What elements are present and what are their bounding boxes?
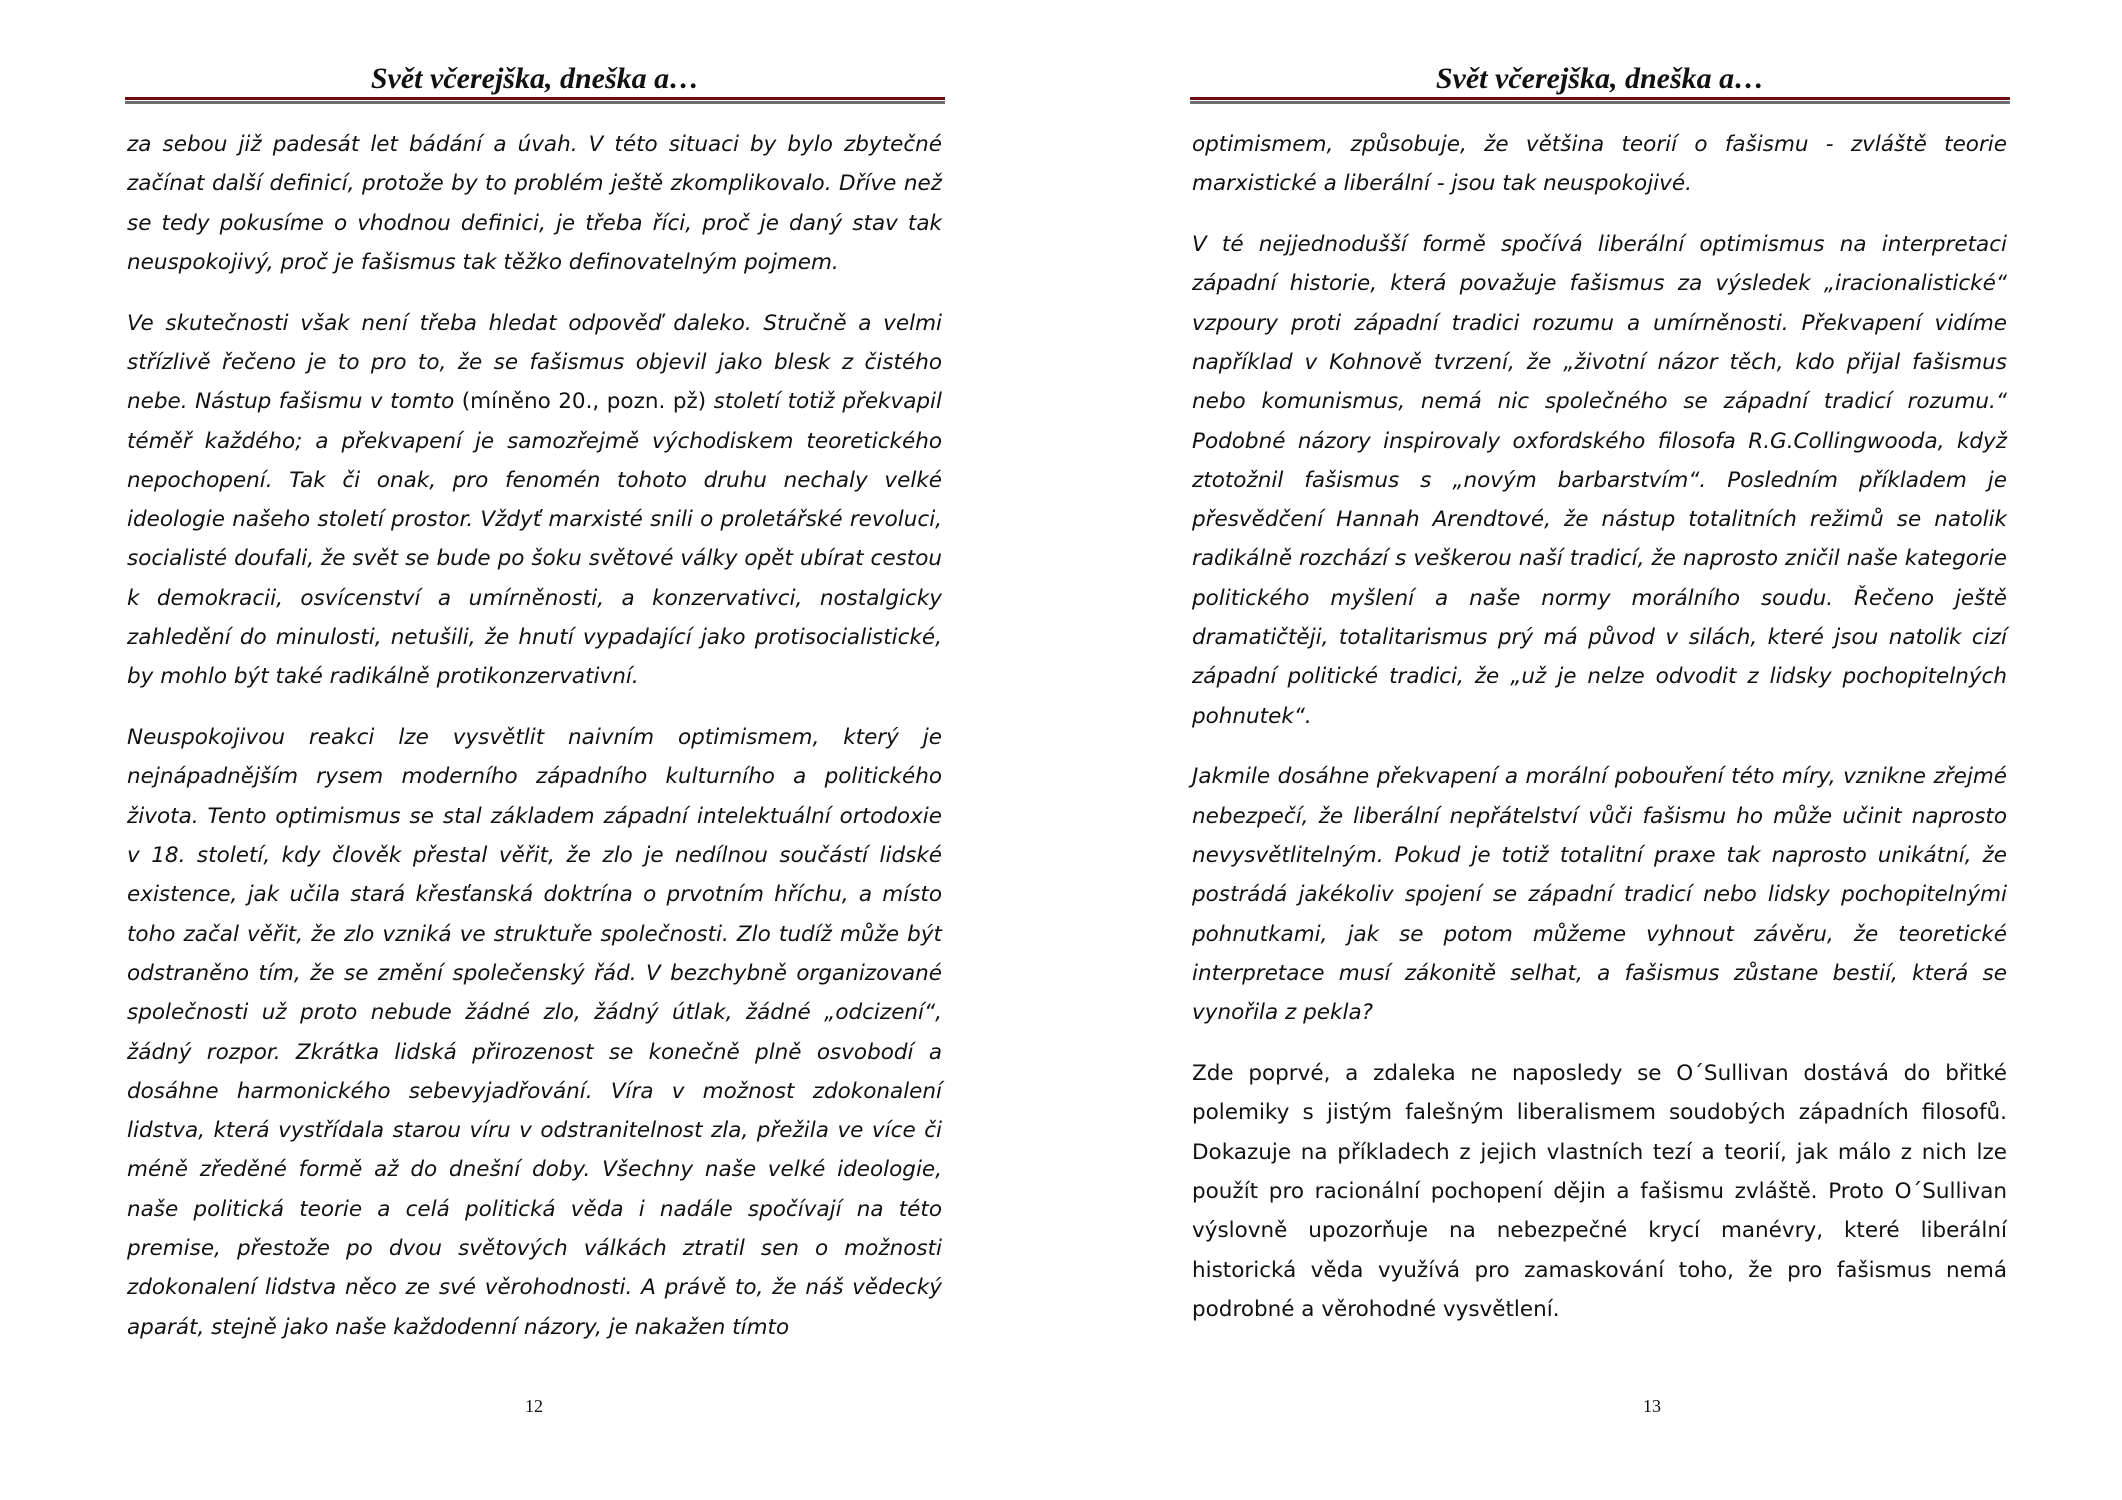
page-body (1192, 125, 2007, 1351)
paragraph: V té nejjednodušší formě spočívá liberální optimismus na interpretaci západní historie, která považuje fašismus za výsledek „iracionalistické“ vzpoury proti západní tradici rozumu a umírněnosti. Překvapení vidíme například v Kohnově tvrzení, že „životní názor těch, kdo přijal fašismus nebo komunismus, nemá nic společného se západní tradicí rozumu.“ Podobné názory inspirovaly oxfordského filosofa R.G.Collingwooda, když ztotožnil fašismus s „novým barbarstvím“. Posledním příkladem je přesvědčení Hannah Arendtové, že nástup totalitních režimů se natolik radikálně rozchází s veškerou naší tradicí, že naprosto zničil naše kategorie politického myšlení a naše normy morálního soudu. Řečeno ještě dramatičtěji, totalitarismus prý má původ v silách, které jsou natolik cizí západní politické tradici, že „už je nelze odvodit z lidsky pochopitelných pohnutek“. (1192, 232, 2007, 729)
text-span: Ve skutečnosti však není třeba hledat odpověď daleko. Stručně a velmi střízlivě řečeno je to pro to, že se fašismus objevil jako blesk z čistého nebe. Nástup fašismu v tomto (127, 310, 942, 415)
page-number: 12 (525, 1396, 543, 1416)
running-header: Svět včerejška, dneška a… (370, 62, 700, 95)
running-header: Svět včerejška, dneška a… (1435, 62, 1765, 95)
text-span: století totiž překvapil téměř každého; a překvapení je samozřejmě východiskem teoretického nepochopení. Tak či onak, pro fenomén tohoto druhu nechaly velké ideologie našeho století prostor. Vždyť marxisté snili o proletářské revoluci, socialisté doufali, že svět se bude po šoku světové války opět ubírat cestou k demokracii, osvícenství a umírněnosti, a konzervativci, nostalgicky zahledění do minulosti, netušili, že hnutí vypadající jako protisocialistické, by mohlo být také radikálně protikonzervativní. (127, 389, 943, 690)
paragraph: optimismem, způsobuje, že většina teorií o fašismu - zvláště teorie marxistické a liberální - jsou tak neuspokojivé. (1192, 132, 2007, 197)
page-number: 13 (1643, 1396, 1661, 1416)
right-page (1061, 0, 2122, 1500)
paragraph (127, 304, 942, 697)
header-rule (125, 97, 945, 104)
paragraph: za sebou již padesát let bádání a úvah. V této situaci by bylo zbytečné začínat další definicí, protože by to problém ještě zkomplikovalo. Dříve než se tedy pokusíme o vhodnou definici, je třeba říci, proč je daný stav tak neuspokojivý, proč je fašismus tak těžko definovatelným pojmem. (127, 132, 942, 275)
page-body (127, 125, 942, 1368)
paragraph: Neuspokojivou reakci lze vysvětlit naivním optimismem, který je nejnápadnějším rysem moderního západního kulturního a politického života. Tento optimismus se stal základem západní intelektuální ortodoxie v 18. století, kdy člověk přestal věřit, že zlo je nedílnou součástí lidské existence, jak učila stará křesťanská doktrína o prvotním hříchu, a místo toho začal věřit, že zlo vzniká ve struktuře společnosti. Zlo tudíž může být odstraněno tím, že se změní společenský řád. V bezchybně organizované společnosti už proto nebude žádné zlo, žádný útlak, žádné „odcizení“, žádný rozpor. Zkrátka lidská přirozenost se konečně plně osvobodí a dosáhne harmonického sebevyjadřování. Víra v možnost zdokonalení lidstva, která vystřídala starou víru v odstranitelnost zla, přežila ve více či méně zředěné formě až do dnešní doby. Všechny naše velké ideologie, naše politická teorie a celá politická věda i nadále spočívají na této premise, přestože po dvou světových válkách ztratil sen o možnosti zdokonalení lidstva něco ze své věrohodnosti. A právě to, že náš vědecký aparát, stejně jako naše každodenní názory, je nakažen tímto (127, 725, 942, 1340)
paragraph: Jakmile dosáhne překvapení a morální pobouření této míry, vznikne zřejmé nebezpečí, že liberální nepřátelství vůči fašismu ho může učinit naprosto nevysvětlitelným. Pokud je totiž totalitní praxe tak naprosto unikátní, že postrádá jakékoliv spojení se západní tradicí nebo lidsky pochopitelnými pohnutkami, jak se potom můžeme vyhnout závěru, že teoretické interpretace musí zákonitě selhat, a fašismus zůstane bestií, která se vynořila z pekla? (1192, 764, 2007, 1026)
editor-note: (míněno 20., pozn. pž) (461, 389, 707, 415)
paragraph: Zde poprvé, a zdaleka ne naposledy se O´Sullivan dostává do břitké polemiky s jistým falešným liberalismem soudobých západních filosofů. Dokazuje na příkladech z jejich vlastních tezí a teorií, jak málo z nich lze použít pro racionální pochopení dějin a fašismu zvláště. Proto O´Sullivan výslovně upozorňuje na nebezpečné krycí manévry, které liberální historická věda využívá pro zamaskování toho, že pro fašismus nemá podrobné a věrohodné vysvětlení. (1192, 1061, 2007, 1322)
header-rule (1190, 97, 2010, 104)
